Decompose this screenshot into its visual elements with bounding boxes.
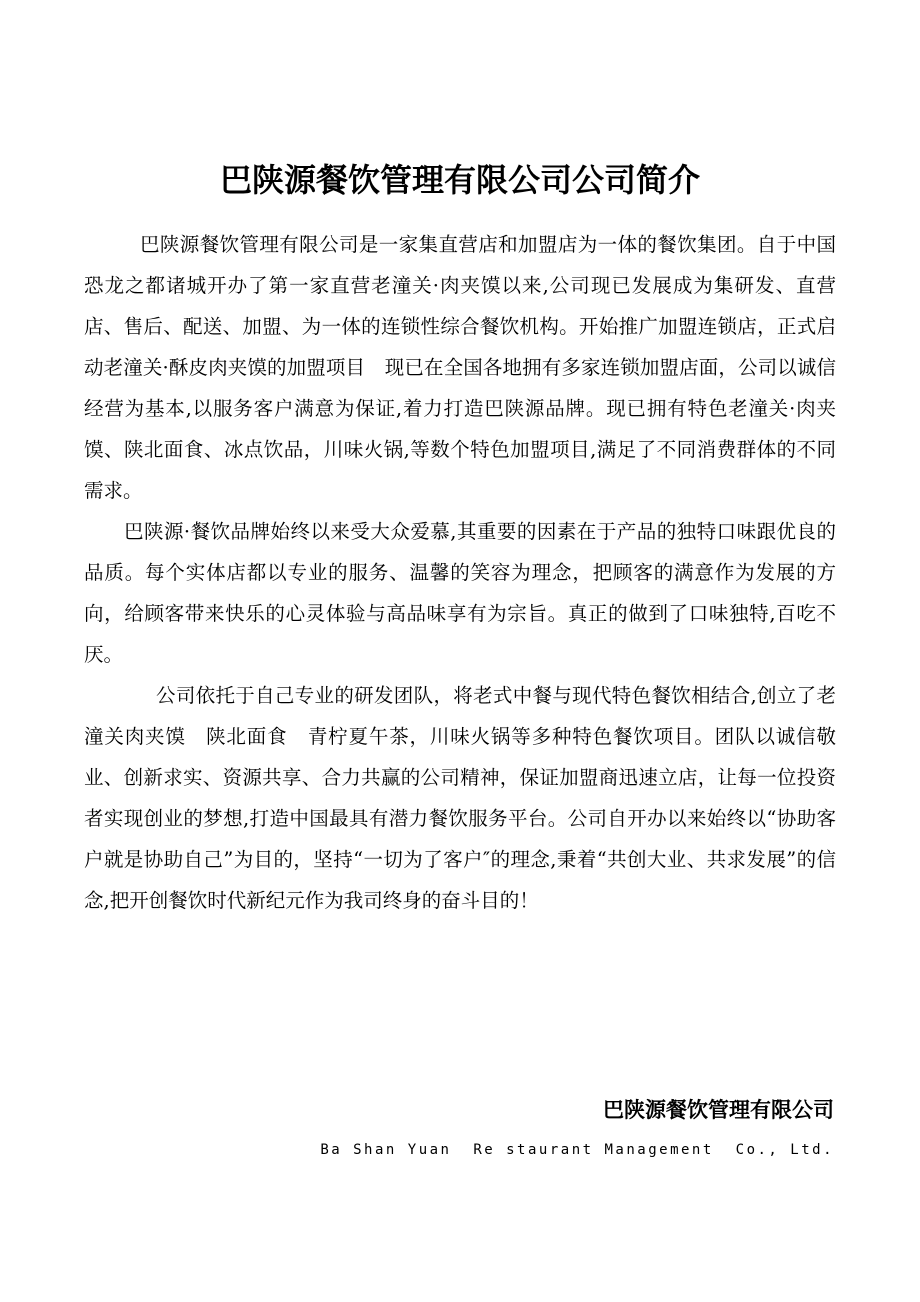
document-title: 巴陕源餐饮管理有限公司公司简介 <box>219 161 700 199</box>
paragraph-brand: 巴陕源·餐饮品牌始终以来受大众爱慕,其重要的因素在于产品的独特口味跟优良的品质。每个实体店都以专业的服务、温馨的笑容为理念，把顾客的满意作为发展的方向，给顾客带来快乐的心灵体验与高品味享有为宗旨。真正的做到了口味独特,百吃不厌。 <box>84 520 836 666</box>
document-body <box>84 224 836 921</box>
paragraph-intro: 巴陕源餐饮管理有限公司是一家集直营店和加盟店为一体的餐饮集团。自于中国恐龙之都诸城开办了第一家直营老潼关·肉夹馍以来,公司现已发展成为集研发、直营店、售后、配送、加盟、为一体的连锁性综合餐饮机构。开始推广加盟连锁店，正式启动老潼关·酥皮肉夹馍的加盟项目 现已在全国各地拥有多家连锁加盟店面，公司以诚信经营为基本,以服务客户满意为保证,着力打造巴陕源品牌。现已拥有特色老潼关·肉夹馍、陕北面食、冰点饮品，川味火锅,等数个特色加盟项目,满足了不同消费群体的不同需求。 <box>84 233 836 502</box>
paragraph-team: 公司依托于自己专业的研发团队，将老式中餐与现代特色餐饮相结合,创立了老潼关肉夹馍 陕北面食 青柠夏午茶，川味火锅等多种特色餐饮项目。团队以诚信敬业、创新求实、资源共享、合力共赢的公司精神，保证加盟商迅速立店，让每一位投资者实现创业的梦想,打造中国最具有潜力餐饮服务平台。公司自开办以来始终以“协助客户就是协助自己”为目的，坚持“一切为了客户″的理念,秉着“共创大业、共求发展”的信念,把开创餐饮时代新纪元作为我司终身的奋斗目的！ <box>84 684 836 912</box>
company-signature-en: Ba Shan Yuan Re staurant Management Co., Ltd. <box>320 1142 834 1158</box>
company-signature-cn: 巴陕源餐饮管理有限公司 <box>603 1098 834 1122</box>
